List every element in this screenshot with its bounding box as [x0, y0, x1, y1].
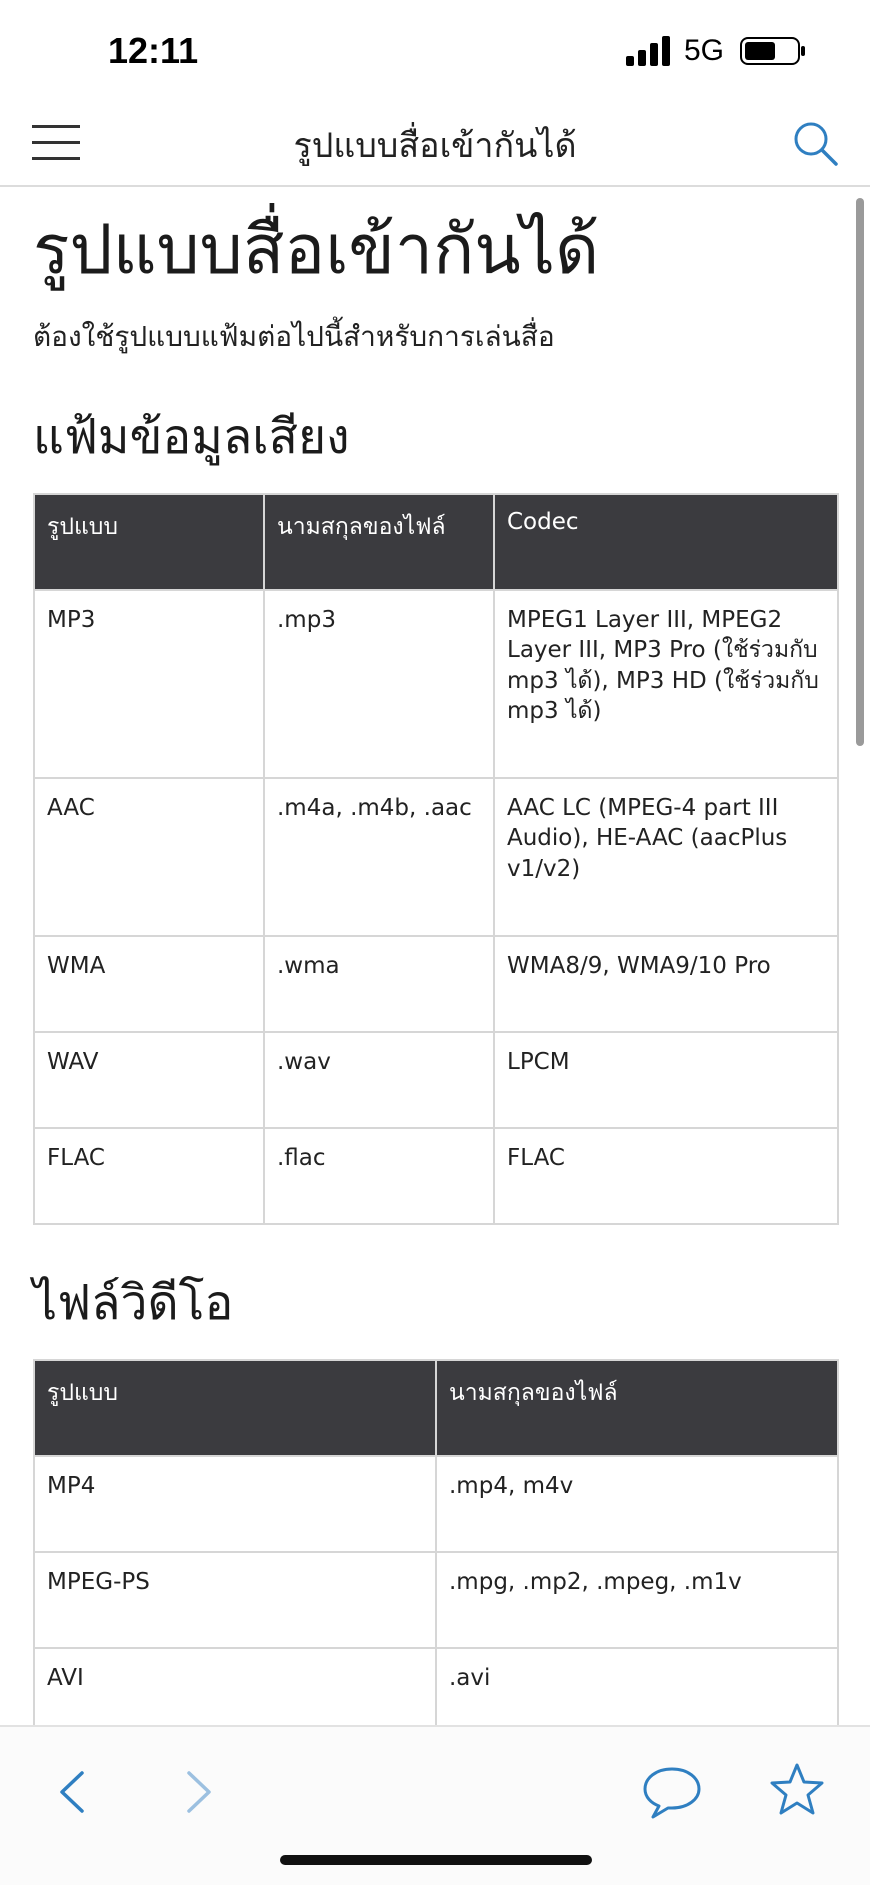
- search-icon[interactable]: [790, 118, 840, 168]
- format-cell: AAC: [34, 778, 264, 936]
- signal-icon: [626, 36, 672, 66]
- table-row: [34, 1032, 838, 1128]
- format-cell: MP4: [34, 1456, 436, 1552]
- nav-bar: [0, 100, 870, 187]
- format-cell: MPEG-PS: [34, 1552, 436, 1648]
- status-bar: [0, 0, 870, 100]
- codec-cell: LPCM: [494, 1032, 838, 1128]
- format-cell: AVI: [34, 1648, 436, 1744]
- chat-icon[interactable]: [640, 1763, 704, 1821]
- extension-cell: .mp3: [264, 590, 494, 778]
- back-icon[interactable]: [50, 1767, 96, 1817]
- extension-cell: .wav: [264, 1032, 494, 1128]
- table-row: [34, 1128, 838, 1224]
- codec-cell: WMA8/9, WMA9/10 Pro: [494, 936, 838, 1032]
- network-type: 5G: [684, 34, 725, 67]
- codec-cell: AAC LC (MPEG-4 part III Audio), HE-AAC (aacPlus v1/v2): [494, 778, 838, 936]
- column-header-extension: นามสกุลของไฟล์: [264, 494, 494, 590]
- extension-cell: .mp4, m4v: [436, 1456, 838, 1552]
- table-row: [34, 590, 838, 778]
- battery-icon: [740, 37, 806, 65]
- column-header-codec: Codec: [494, 494, 838, 590]
- status-time: 12:11: [108, 30, 199, 71]
- table-row: [34, 1552, 838, 1648]
- format-cell: WAV: [34, 1032, 264, 1128]
- forward-icon[interactable]: [175, 1767, 221, 1817]
- audio-table: [33, 493, 839, 1225]
- format-cell: MP3: [34, 590, 264, 778]
- star-icon[interactable]: [768, 1761, 826, 1819]
- table-row: [34, 1456, 838, 1552]
- codec-cell: MPEG1 Layer III, MPEG2 Layer III, MP3 Pro (ใช้ร่วมกับ mp3 ได้), MP3 HD (ใช้ร่วมกับ mp3 ได้): [494, 590, 838, 778]
- intro-text: ต้องใช้รูปแบบแฟ้มต่อไปนี้สำหรับการเล่นสื่อ: [33, 320, 555, 353]
- scrollbar[interactable]: [856, 198, 864, 746]
- table-row: [34, 778, 838, 936]
- extension-cell: .mpg, .mp2, .mpeg, .m1v: [436, 1552, 838, 1648]
- home-indicator[interactable]: [280, 1855, 592, 1865]
- extension-cell: .wma: [264, 936, 494, 1032]
- extension-cell: .flac: [264, 1128, 494, 1224]
- main-content: [33, 190, 837, 1841]
- column-header-format: รูปแบบ: [34, 494, 264, 590]
- column-header-format: รูปแบบ: [34, 1360, 436, 1456]
- format-cell: WMA: [34, 936, 264, 1032]
- format-cell: FLAC: [34, 1128, 264, 1224]
- table-row: [34, 936, 838, 1032]
- video-heading: ไฟล์วิดีโอ: [33, 1275, 234, 1331]
- page-title: รูปแบบสื่อเข้ากันได้: [33, 211, 600, 290]
- column-header-extension: นามสกุลของไฟล์: [436, 1360, 838, 1456]
- table-header-row: [34, 494, 838, 590]
- nav-title: รูปแบบสื่อเข้ากันได้: [293, 126, 577, 166]
- extension-cell: .m4a, .m4b, .aac: [264, 778, 494, 936]
- extension-cell: .avi: [436, 1648, 838, 1744]
- audio-heading: แฟ้มข้อมูลเสียง: [33, 409, 350, 465]
- codec-cell: FLAC: [494, 1128, 838, 1224]
- table-header-row: [34, 1360, 838, 1456]
